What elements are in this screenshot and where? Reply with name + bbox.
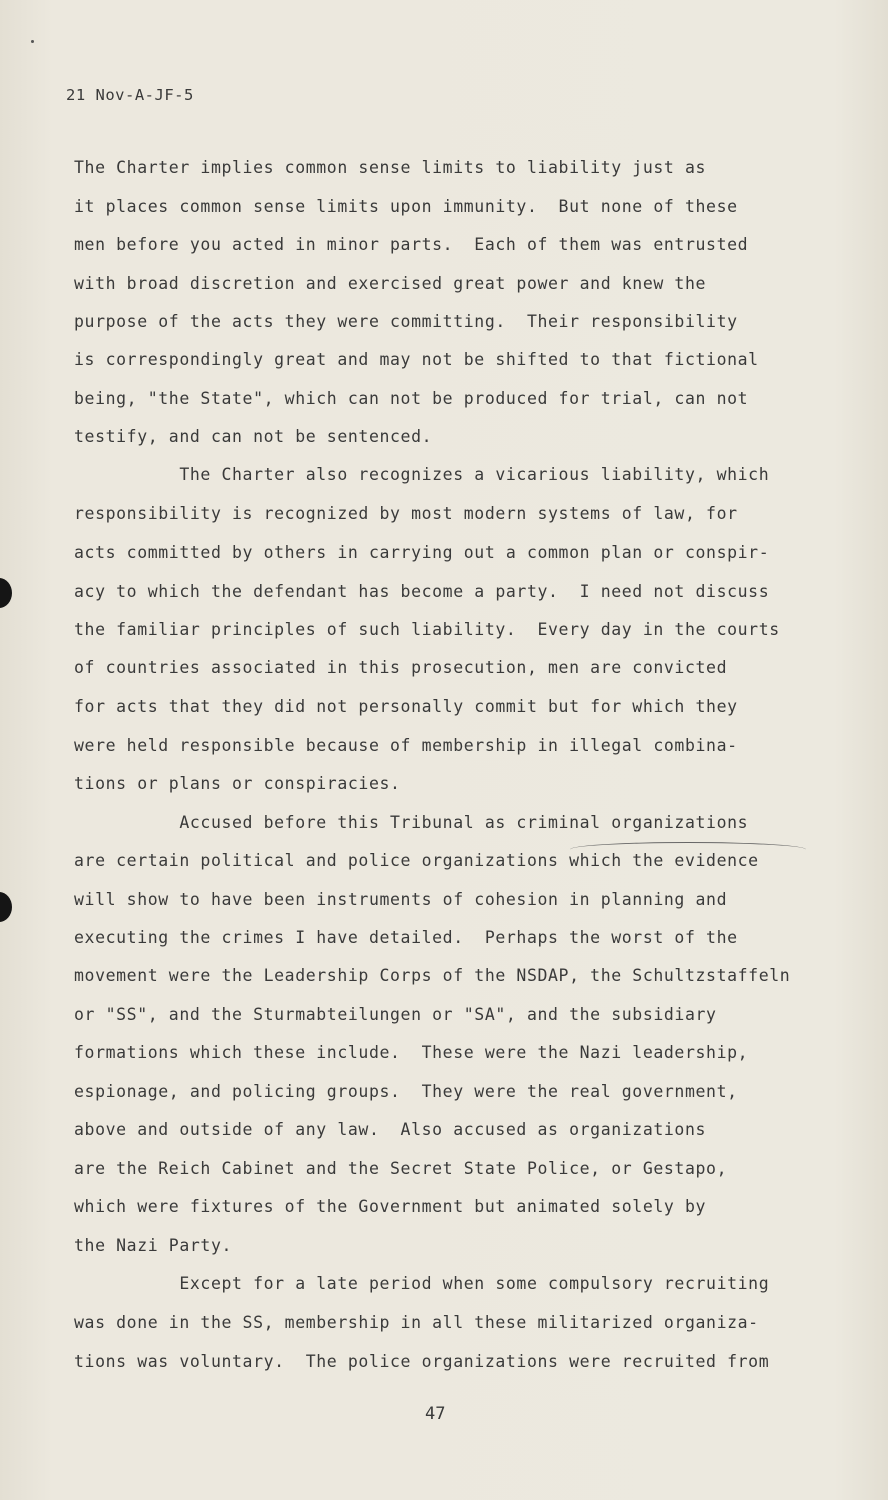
text-line: formations which these include. These were the Nazi leadership, <box>74 1043 749 1062</box>
text-line: or "SS", and the Sturmabteilungen or "SA", and the subsidiary <box>74 1005 717 1024</box>
text-line: it places common sense limits upon immunity. But none of these <box>74 197 738 216</box>
text-line: were held responsible because of membership in illegal combina- <box>74 736 738 755</box>
corner-mark <box>31 40 34 43</box>
text-line: acy to which the defendant has become a party. I need not discuss <box>74 582 770 601</box>
punch-hole <box>0 892 12 922</box>
page-number: 47 <box>425 1404 446 1424</box>
text-line: acts committed by others in carrying out a common plan or conspir- <box>74 543 770 562</box>
text-line: Except for a late period when some compulsory recruiting <box>74 1274 770 1293</box>
text-line: of countries associated in this prosecution, men are convicted <box>74 658 728 677</box>
text-line: espionage, and policing groups. They were the real government, <box>74 1082 738 1101</box>
text-line: The Charter implies common sense limits to liability just as <box>74 158 707 177</box>
document-reference: 21 Nov-A-JF-5 <box>66 86 194 104</box>
text-line: for acts that they did not personally commit but for which they <box>74 697 738 716</box>
text-line: executing the crimes I have detailed. Perhaps the worst of the <box>74 928 738 947</box>
text-line: testify, and can not be sentenced. <box>74 427 433 446</box>
text-line: will show to have been instruments of cohesion in planning and <box>74 890 728 909</box>
text-line: which were fixtures of the Government but animated solely by <box>74 1197 707 1216</box>
text-line: is correspondingly great and may not be shifted to that fictional <box>74 350 759 369</box>
text-line: the Nazi Party. <box>74 1236 233 1255</box>
text-line: are certain political and police organizations which the evidence <box>74 851 759 870</box>
text-line: was done in the SS, membership in all these militarized organiza- <box>74 1313 759 1332</box>
text-line: men before you acted in minor parts. Each of them was entrusted <box>74 235 749 254</box>
text-line: The Charter also recognizes a vicarious liability, which <box>74 465 770 484</box>
text-line: Accused before this Tribunal as criminal organizations <box>74 813 749 832</box>
text-line: responsibility is recognized by most modern systems of law, for <box>74 504 738 523</box>
text-line: tions or plans or conspiracies. <box>74 774 401 793</box>
text-line: the familiar principles of such liability. Every day in the courts <box>74 620 780 639</box>
text-line: tions was voluntary. The police organizations were recruited from <box>74 1352 770 1371</box>
text-line: movement were the Leadership Corps of the NSDAP, the Schultzstaffeln <box>74 966 791 985</box>
punch-hole <box>0 578 12 608</box>
text-line: purpose of the acts they were committing. Their responsibility <box>74 312 738 331</box>
text-line: above and outside of any law. Also accused as organizations <box>74 1120 707 1139</box>
text-line: are the Reich Cabinet and the Secret State Police, or Gestapo, <box>74 1159 728 1178</box>
text-line: being, "the State", which can not be produced for trial, can not <box>74 389 749 408</box>
text-line: with broad discretion and exercised great power and knew the <box>74 274 707 293</box>
